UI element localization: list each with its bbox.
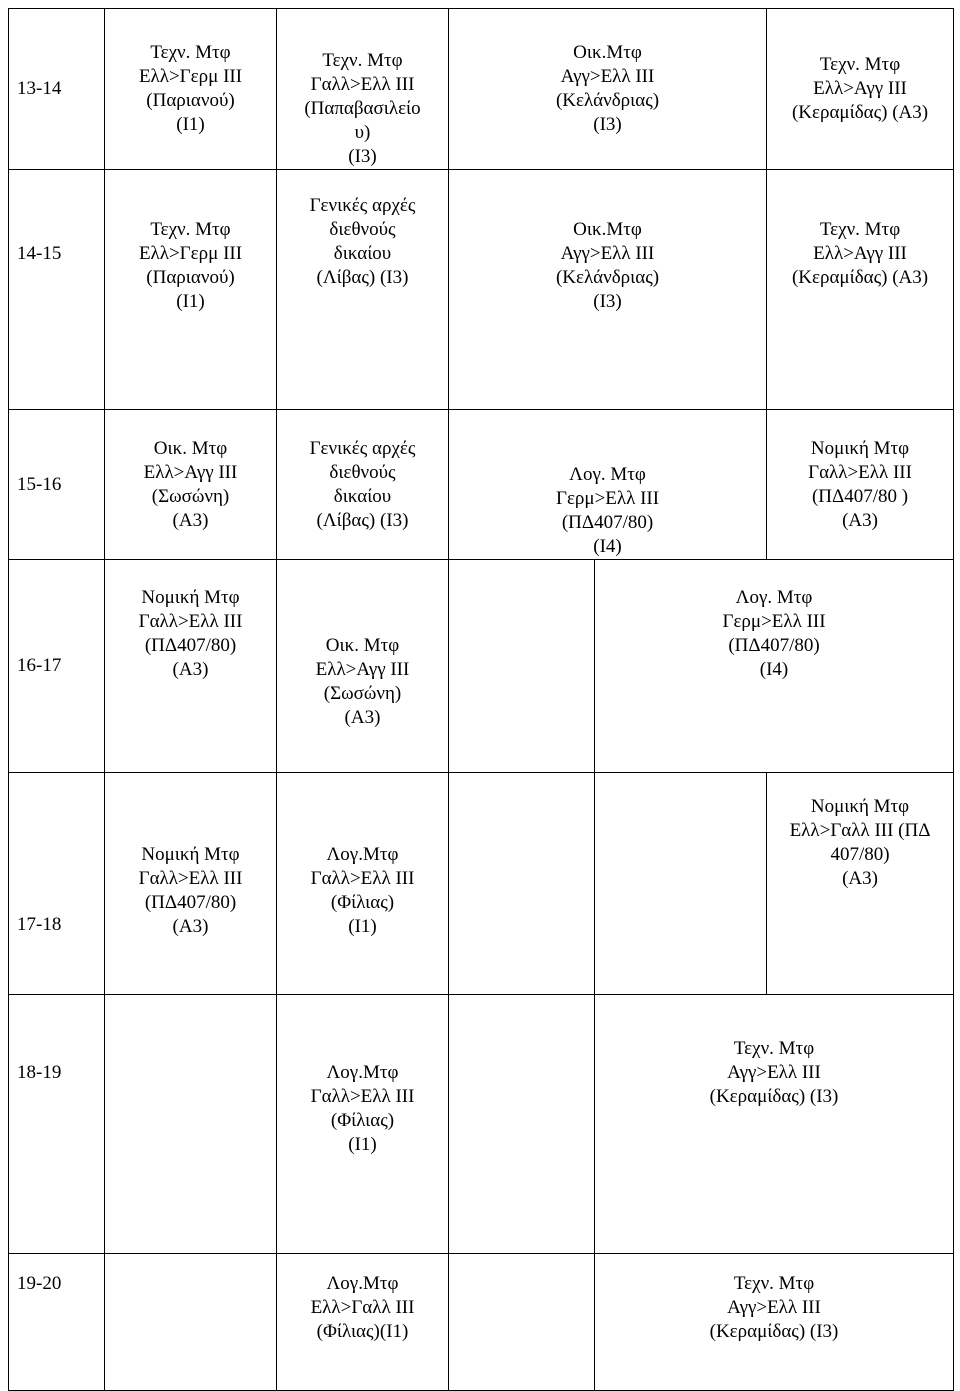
- course-cell: Τεχν. Μτφ Ελλ>Γερμ ΙΙΙ (Παριανού) (Ι1): [105, 9, 277, 170]
- course-cell: Τεχν. Μτφ Αγγ>Ελλ ΙΙΙ (Κεραμίδας) (Ι3): [595, 995, 954, 1254]
- course-cell: [449, 995, 595, 1254]
- course-cell: Λογ.Μτφ Γαλλ>Ελλ ΙΙΙ (Φίλιας) (Ι1): [277, 773, 449, 995]
- course-cell: Νομική Μτφ Γαλλ>Ελλ ΙΙΙ (ΠΔ407/80) (Α3): [105, 773, 277, 995]
- time-slot: 15-16: [9, 410, 105, 560]
- course-cell: Οικ.Μτφ Αγγ>Ελλ ΙΙΙ (Κελάνδριας) (Ι3): [449, 170, 767, 410]
- course-cell: Τεχν. Μτφ Ελλ>Αγγ ΙΙΙ (Κεραμίδας) (Α3): [767, 9, 954, 170]
- time-slot: 16-17: [9, 560, 105, 773]
- course-cell: Οικ. Μτφ Ελλ>Αγγ ΙΙΙ (Σωσώνη) (Α3): [105, 410, 277, 560]
- time-slot: 14-15: [9, 170, 105, 410]
- course-cell: Τεχν. Μτφ Γαλλ>Ελλ ΙΙΙ (Παπαβασιλείο υ) (Ι3): [277, 9, 449, 170]
- course-cell: [449, 1254, 595, 1391]
- course-cell: Τεχν. Μτφ Αγγ>Ελλ ΙΙΙ (Κεραμίδας) (Ι3): [595, 1254, 954, 1391]
- timetable: [8, 8, 954, 1391]
- time-slot: 19-20: [9, 1254, 105, 1391]
- table-row: [9, 773, 954, 995]
- table-row: [9, 170, 954, 410]
- table-row: [9, 410, 954, 560]
- course-cell: Τεχν. Μτφ Ελλ>Αγγ ΙΙΙ (Κεραμίδας) (Α3): [767, 170, 954, 410]
- course-cell: Νομική Μτφ Ελλ>Γαλλ ΙΙΙ (ΠΔ 407/80) (Α3): [767, 773, 954, 995]
- course-cell: Λογ. Μτφ Γερμ>Ελλ ΙΙΙ (ΠΔ407/80) (Ι4): [595, 560, 954, 773]
- course-cell: [105, 995, 277, 1254]
- table-row: [9, 995, 954, 1254]
- table-row: [9, 560, 954, 773]
- course-cell: Λογ. Μτφ Γερμ>Ελλ ΙΙΙ (ΠΔ407/80) (Ι4): [449, 410, 767, 560]
- course-cell: Οικ. Μτφ Ελλ>Αγγ ΙΙΙ (Σωσώνη) (Α3): [277, 560, 449, 773]
- course-cell: [449, 773, 595, 995]
- time-slot: 13-14: [9, 9, 105, 170]
- course-cell: Οικ.Μτφ Αγγ>Ελλ ΙΙΙ (Κελάνδριας) (Ι3): [449, 9, 767, 170]
- course-cell: Γενικές αρχές διεθνούς δικαίου (Λίβας) (Ι3): [277, 170, 449, 410]
- time-slot: 17-18: [9, 773, 105, 995]
- course-cell: Γενικές αρχές διεθνούς δικαίου (Λίβας) (Ι3): [277, 410, 449, 560]
- table-row: [9, 9, 954, 170]
- table-row: [9, 1254, 954, 1391]
- time-slot: 18-19: [9, 995, 105, 1254]
- course-cell: Τεχν. Μτφ Ελλ>Γερμ ΙΙΙ (Παριανού) (Ι1): [105, 170, 277, 410]
- course-cell: Λογ.Μτφ Ελλ>Γαλλ ΙΙΙ (Φίλιας)(Ι1): [277, 1254, 449, 1391]
- course-cell: Νομική Μτφ Γαλλ>Ελλ ΙΙΙ (ΠΔ407/80 ) (Α3): [767, 410, 954, 560]
- course-cell: Λογ.Μτφ Γαλλ>Ελλ ΙΙΙ (Φίλιας) (Ι1): [277, 995, 449, 1254]
- course-cell: Νομική Μτφ Γαλλ>Ελλ ΙΙΙ (ΠΔ407/80) (Α3): [105, 560, 277, 773]
- course-cell: [595, 773, 767, 995]
- course-cell: [105, 1254, 277, 1391]
- course-cell: [449, 560, 595, 773]
